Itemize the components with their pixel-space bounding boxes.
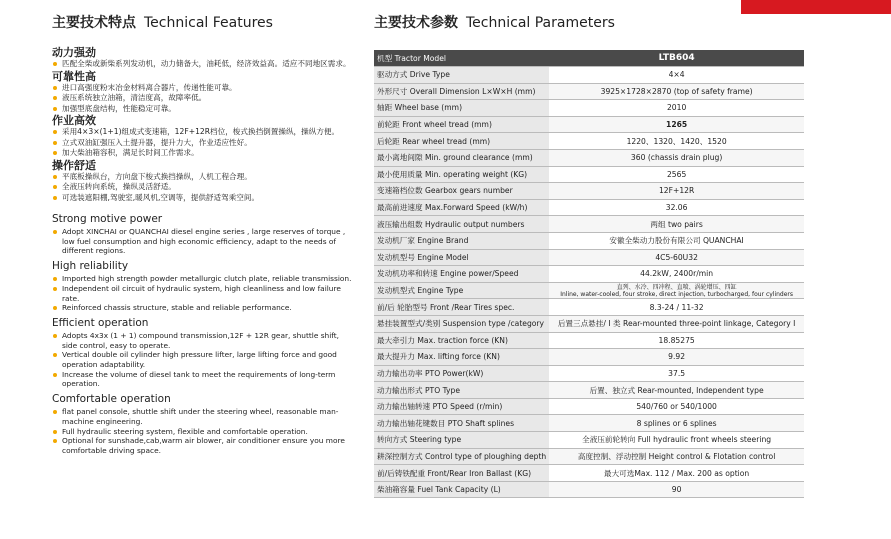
feature-en-bullet: Adopt XINCHAI or QUANCHAI diesel engine series , large reserves of torque , low fuel consumption and high economic efficiency, adapt to the needs of different regions. <box>52 227 352 256</box>
bullet-dot-icon <box>53 175 57 179</box>
feature-en-bullet: Vertical double oil cylinder high pressure lifter, large lifting force and good operation adaptability. <box>52 350 352 369</box>
bullet-dot-icon <box>53 334 57 338</box>
feature-zh-bullet: 立式双油缸强压入土提升器，提升力大，作业适应性好。 <box>52 138 352 149</box>
spec-row <box>374 216 804 233</box>
spec-label: 驱动方式 Drive Type <box>374 67 549 84</box>
feature-zh-bullet: 可选装遮阳棚,驾驶室,暖风机,空调等，提供舒适驾乘空间。 <box>52 193 352 204</box>
spec-value: 1265 <box>549 116 804 133</box>
feature-en-heading: High reliability <box>52 260 129 273</box>
spec-value: 8 splines or 6 splines <box>549 415 804 432</box>
bullet-dot-icon <box>53 373 57 377</box>
spec-label: 后轮距 Rear wheel tread (mm) <box>374 133 549 150</box>
spec-row <box>374 465 804 482</box>
feature-zh-bullet: 采用4×3×(1+1)组成式变速箱，12F+12R档位，梭式换挡倒置操纵，操纵方便。 <box>52 127 352 138</box>
spec-row <box>374 249 804 266</box>
spec-value: 2010 <box>549 100 804 117</box>
spec-label: 液压输出组数 Hydraulic output numbers <box>374 216 549 233</box>
spec-value: 安徽全柴动力股份有限公司 QUANCHAI <box>549 232 804 249</box>
bullet-dot-icon <box>53 130 57 134</box>
spec-value: 2565 <box>549 166 804 183</box>
spec-value: 后置三点悬挂/ I 类 Rear-mounted three-point linkage, Category I <box>549 315 804 332</box>
spec-label: 动力输出轴转速 PTO Speed (r/min) <box>374 398 549 415</box>
feature-en-bullet: Optional for sunshade,cab,warm air blower, air conditioner ensure you more comfortable driving space. <box>52 436 352 455</box>
spec-row <box>374 166 804 183</box>
bullet-dot-icon <box>53 430 57 434</box>
feature-zh-heading: 操作舒适 <box>52 158 96 172</box>
spec-row <box>374 133 804 150</box>
spec-value: 高度控制、浮动控制 Height control & Flotation control <box>549 448 804 465</box>
feature-en-heading: Strong motive power <box>52 213 163 225</box>
feature-zh-heading: 可靠性高 <box>52 69 96 83</box>
spec-label: 发动机型式 Engine Type <box>374 282 549 299</box>
feature-zh-heading: 动力强劲 <box>52 46 96 59</box>
spec-row <box>374 183 804 200</box>
feature-zh-bullet: 进口高强度粉末冶金材料离合器片，传递性能可靠。 <box>52 83 352 94</box>
spec-label: 发动机功率和转速 Engine power/Speed <box>374 266 549 283</box>
bullet-dot-icon <box>53 185 57 189</box>
spec-label: 轴距 Wheel base (mm) <box>374 100 549 117</box>
spec-label: 前/后铸铁配重 Front/Rear Iron Ballast (KG) <box>374 465 549 482</box>
spec-row <box>374 481 804 498</box>
spec-value: 3925×1728×2870 (top of safety frame) <box>549 83 804 100</box>
spec-label: 动力输出形式 PTO Type <box>374 382 549 399</box>
spec-row <box>374 282 804 299</box>
spec-row <box>374 332 804 349</box>
feature-en-heading: Comfortable operation <box>52 393 171 406</box>
bullet-dot-icon <box>53 151 57 155</box>
bullet-dot-icon <box>53 196 57 200</box>
spec-label: 动力输出功率 PTO Power(kW) <box>374 365 549 382</box>
spec-row <box>374 199 804 216</box>
feature-zh-heading: 作业高效 <box>52 114 96 127</box>
spec-value: 18.85275 <box>549 332 804 349</box>
feature-en-bullet: Adopts 4x3x (1 + 1) compound transmission,12F + 12R gear, shuttle shift, side control, easy to operate. <box>52 331 352 350</box>
spec-label: 外形尺寸 Overall Dimension L×W×H (mm) <box>374 83 549 100</box>
bullet-dot-icon <box>53 107 57 111</box>
spec-value: 最大可选Max. 112 / Max. 200 as option <box>549 465 804 482</box>
spec-label: 动力输出轴花键数目 PTO Shaft splines <box>374 415 549 432</box>
spec-row <box>374 448 804 465</box>
spec-row <box>374 232 804 249</box>
spec-label: 发动机型号 Engine Model <box>374 249 549 266</box>
feature-en-bullet: Imported high strength powder metallurgic clutch plate, reliable transmission. <box>52 274 352 284</box>
parameters-column <box>374 12 804 498</box>
bullet-dot-icon <box>53 277 57 281</box>
spec-value: 44.2kW, 2400r/min <box>549 266 804 283</box>
feature-zh-bullet: 液压系统独立油箱，清洁度高，故障率低。 <box>52 93 352 104</box>
spec-value: 全液压前轮转向 Full hydraulic front wheels steering <box>549 432 804 449</box>
bullet-dot-icon <box>53 439 57 443</box>
feature-en-bullet: flat panel console, shuttle shift under the steering wheel, reasonable man-machine engineering. <box>52 407 352 426</box>
spec-value: 4C5-60U32 <box>549 249 804 266</box>
feature-zh-bullet: 平底板操纵台，方向盘下梭式换挡操纵，人机工程合理。 <box>52 172 352 183</box>
spec-label: 前轮距 Front wheel tread (mm) <box>374 116 549 133</box>
spec-row <box>374 149 804 166</box>
spec-value: 两组 two pairs <box>549 216 804 233</box>
feature-zh-bullet: 全液压转向系统，操纵灵活舒适。 <box>52 182 352 193</box>
spec-label: 变速箱档位数 Gearbox gears number <box>374 183 549 200</box>
spec-label: 最大牵引力 Max. traction force (KN) <box>374 332 549 349</box>
spec-row <box>374 398 804 415</box>
feature-en-bullet: Independent oil circuit of hydraulic system, high cleanliness and low failure rate. <box>52 284 352 303</box>
spec-label: 最小使用质量 Min. operating weight (KG) <box>374 166 549 183</box>
bullet-dot-icon <box>53 287 57 291</box>
spec-row <box>374 116 804 133</box>
spec-label: 最高前进速度 Max.Forward Speed (kW/h) <box>374 199 549 216</box>
spec-row <box>374 100 804 117</box>
spec-value: 32.06 <box>549 199 804 216</box>
spec-label: 转向方式 Steering type <box>374 432 549 449</box>
spec-row <box>374 382 804 399</box>
spec-row <box>374 432 804 449</box>
spec-value: 4×4 <box>549 67 804 84</box>
feature-zh-bullet: 加大柴油箱容积，满足长时间工作需求。 <box>52 148 352 159</box>
spec-value: 37.5 <box>549 365 804 382</box>
spec-value-en: Inline, water-cooled, four stroke, direct injection, turbocharged, four cylinders <box>560 290 794 298</box>
feature-zh-bullet: 加强型底盘结构，性能稳定可靠。 <box>52 104 352 115</box>
spec-label: 最小离地间隙 Min. ground clearance (mm) <box>374 149 549 166</box>
spec-value: 后置、独立式 Rear-mounted, Independent type <box>549 382 804 399</box>
bullet-dot-icon <box>53 141 57 145</box>
spec-header-label: 机型 Tractor Model <box>374 50 549 67</box>
spec-value <box>549 282 804 299</box>
bullet-dot-icon <box>53 96 57 100</box>
spec-row <box>374 349 804 366</box>
spec-value: 9.92 <box>549 349 804 366</box>
feature-en-bullet: Reinforced chassis structure, stable and reliable performance. <box>52 303 352 313</box>
spec-label: 最大提升力 Max. lifting force (KN) <box>374 349 549 366</box>
spec-value: 540/760 or 540/1000 <box>549 398 804 415</box>
feature-en-bullet: Full hydraulic steering system, flexible and comfortable operation. <box>52 427 352 437</box>
spec-label: 前/后 轮胎型号 Front /Rear Tires spec. <box>374 299 549 316</box>
spec-row <box>374 83 804 100</box>
spec-row <box>374 67 804 84</box>
spec-value: 360 (chassis drain plug) <box>549 149 804 166</box>
spec-row <box>374 299 804 316</box>
spec-header-model: LTB604 <box>549 50 804 67</box>
spec-value: 12F+12R <box>549 183 804 200</box>
spec-row <box>374 266 804 283</box>
spec-header-row <box>374 50 804 67</box>
bullet-dot-icon <box>53 230 57 234</box>
features-title: 主要技术特点 Technical Features <box>52 15 273 31</box>
spec-value-zh: 直列、水冷、四冲程、直喷、涡轮增压、四缸 <box>616 283 737 291</box>
bullet-dot-icon <box>53 86 57 90</box>
spec-label: 耕深控制方式 Control type of ploughing depth <box>374 448 549 465</box>
spec-value: 90 <box>549 481 804 498</box>
spec-label: 发动机厂家 Engine Brand <box>374 232 549 249</box>
spec-label: 柴油箱容量 Fuel Tank Capacity (L) <box>374 481 549 498</box>
features-en <box>52 213 352 456</box>
bullet-dot-icon <box>53 306 57 310</box>
features-column <box>52 12 352 456</box>
bullet-dot-icon <box>53 62 57 66</box>
spec-value: 8.3-24 / 11-32 <box>549 299 804 316</box>
bullet-dot-icon <box>53 410 57 414</box>
spec-row <box>374 315 804 332</box>
features-zh <box>52 46 352 203</box>
feature-en-bullet: Increase the volume of diesel tank to meet the requirements of long-term operation. <box>52 370 352 389</box>
spec-value: 1220、1320、1420、1520 <box>549 133 804 150</box>
feature-en-heading: Efficient operation <box>52 316 149 329</box>
feature-zh-bullet: 匹配全柴或新柴系列发动机，动力储备大，油耗低，经济效益高。适应不同地区需求。 <box>52 59 352 70</box>
spec-table <box>374 50 804 498</box>
parameters-title: 主要技术参数 Technical Parameters <box>374 15 615 31</box>
spec-label: 悬挂装置型式/类别 Suspension type /category <box>374 315 549 332</box>
bullet-dot-icon <box>53 353 57 357</box>
spec-row <box>374 415 804 432</box>
spec-row <box>374 365 804 382</box>
